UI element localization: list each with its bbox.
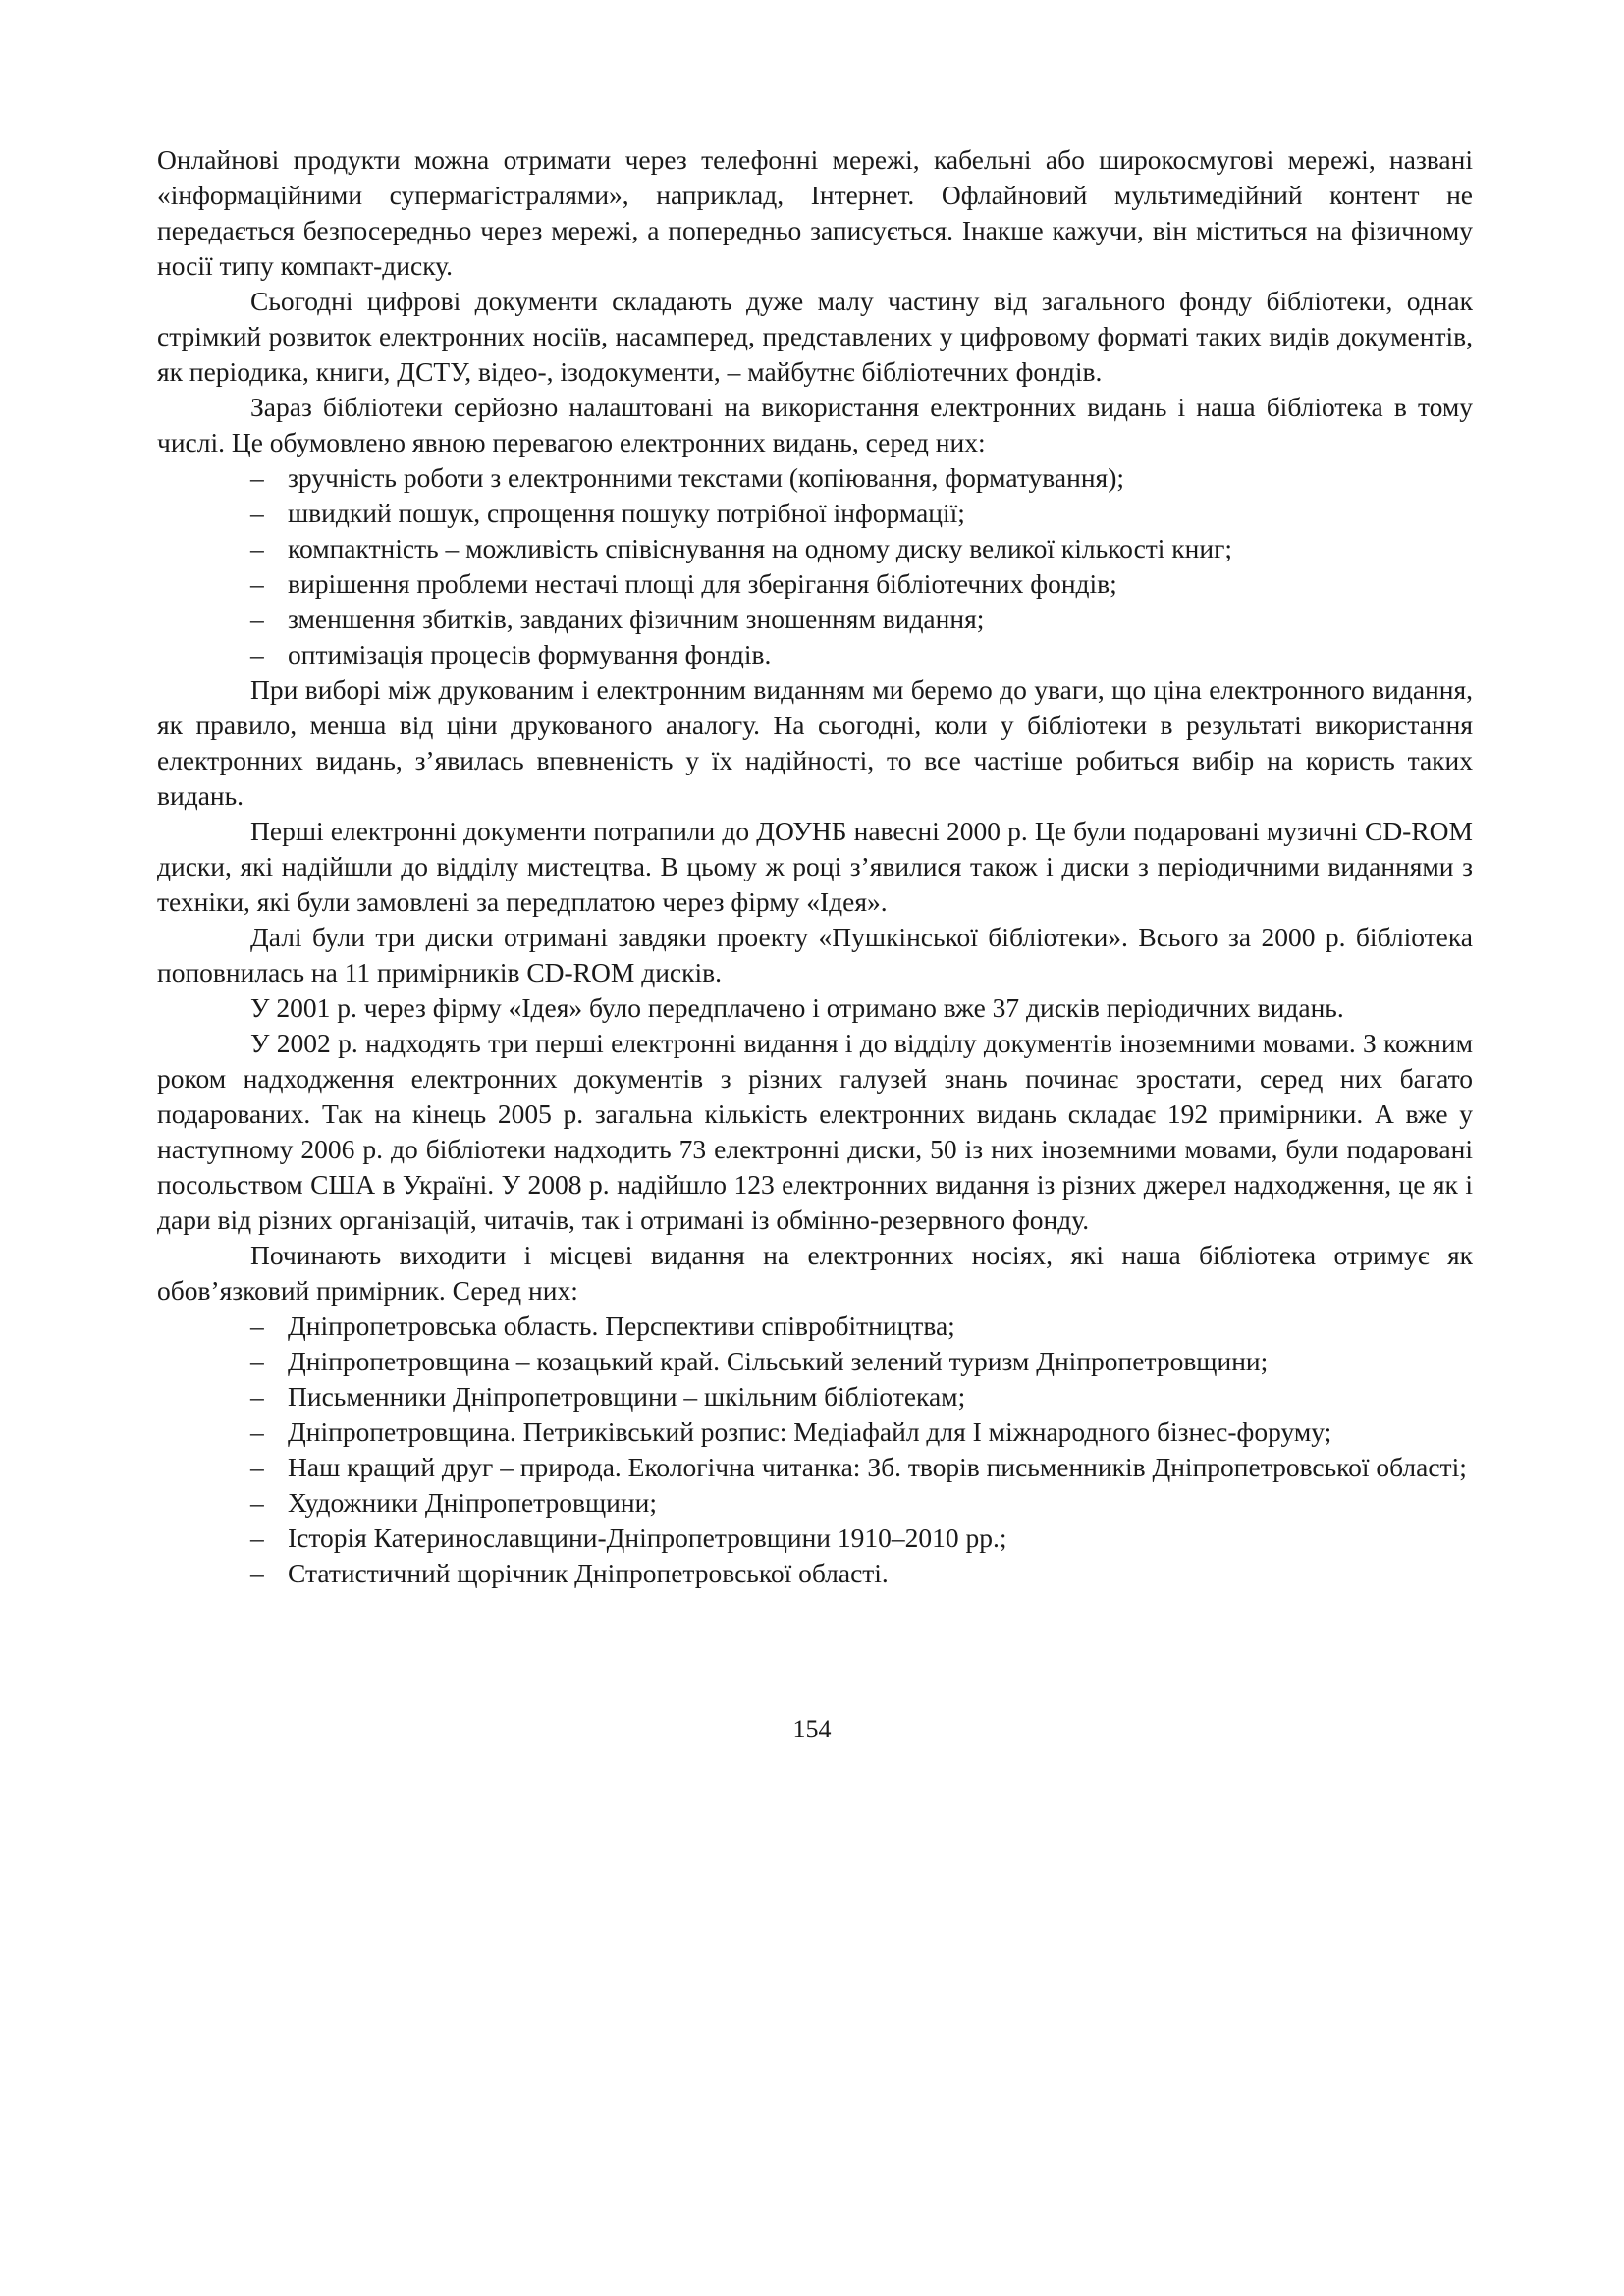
dash-marker: – (250, 533, 264, 563)
dash-marker: – (250, 1452, 264, 1482)
list-item: – зменшення збитків, завданих фізичним зношенням видання; (157, 602, 1473, 637)
list-item: – оптимізація процесів формування фондів. (157, 637, 1473, 672)
dash-marker: – (250, 1522, 264, 1553)
list-item: – Художники Дніпропетровщини; (157, 1485, 1473, 1521)
dash-marker: – (250, 462, 264, 493)
paragraph-electronic-advantages: Зараз бібліотеки серйозно налаштовані на використання електронних видань і наша бібліотека в тому числі. Це обумовлено явною перевагою електронних видань, серед них: (157, 392, 1473, 457)
dash-marker: – (250, 1558, 264, 1588)
dash-marker: – (250, 1310, 264, 1341)
list-item: – Статистичний щорічник Дніпропетровської області. (157, 1556, 1473, 1591)
dash-marker: – (250, 1381, 264, 1412)
list-item: – Дніпропетровська область. Перспективи співробітництва; (157, 1308, 1473, 1344)
paragraph-2001: У 2001 р. через фірму «Ідея» було передплачено і отримано вже 37 дисків періодичних видань. (250, 992, 1344, 1023)
list-item: – Дніпропетровщина – козацький край. Сільський зелений туризм Дніпропетровщини; (157, 1344, 1473, 1379)
dash-marker: – (250, 568, 264, 599)
list-item: – вирішення проблеми нестачі площі для зберігання бібліотечних фондів; (157, 566, 1473, 602)
document-page (157, 142, 1473, 1591)
dash-marker: – (250, 1487, 264, 1518)
list-item: – Дніпропетровщина. Петриківський розпис: Медіафайл для I міжнародного бізнес-форуму; (157, 1415, 1473, 1450)
paragraph-2002: У 2002 р. надходять три перші електронні видання і до відділу документів іноземними мовами. З кожним роком надходження електронних документів з різних галузей знань починає зростати, серед них багато подарованих. Так на кінець 2005 р. загальна кількість електронних видань складає 192 примірники. А вже у наступному 2006 р. до бібліотеки надходить 73 електронні диски, 50 із них іноземними мовами, були подаровані посольством США в Україні. У 2008 р. надійшло 123 електронних видання із різних джерел надходження, це як і дари від різних організацій, читачів, так і отримані із обмінно-резервного фонду. (157, 1028, 1473, 1235)
list-item: – Наш кращий друг – природа. Екологічна читанка: Зб. творів письменників Дніпропетровської області; (157, 1450, 1473, 1485)
paragraph-online-products: Онлайнові продукти можна отримати через телефонні мережі, кабельні або широкосмугові мережі, названі «інформаційними супермагістралями», наприклад, Інтернет. Офлайновий мультимедійний контент не передається безпосередньо через мережі, а попередньо записується. Інакше кажучи, він міститься на фізичному носії типу компакт-диску. (157, 144, 1473, 281)
paragraph-first-documents: Перші електронні документи потрапили до ДОУНБ навесні 2000 р. Це були подаровані музичні CD-ROM диски, які надійшли до відділу мистецтва. В цьому ж році з’явилися також і диски з періодичними виданнями з техніки, які були замовлені за передплатою через фірму «Ідея». (157, 816, 1473, 917)
list-item: – зручність роботи з електронними текстами (копіювання, форматування); (157, 460, 1473, 496)
dash-marker: – (250, 1346, 264, 1376)
dash-marker: – (250, 604, 264, 634)
local-editions-list (157, 1308, 1473, 1591)
advantages-list (157, 460, 1473, 672)
paragraph-pushkin-library: Далі були три диски отримані завдяки проекту «Пушкінської бібліотеки». Всього за 2000 р. бібліотека поповнилась на 11 примірників CD-ROM дисків. (157, 922, 1473, 988)
paragraph-print-vs-electronic: При виборі між друкованим і електронним виданням ми беремо до уваги, що ціна електронного видання, як правило, менша від ціни друкованого аналогу. На сьогодні, коли у бібліотеки в результаті використання електронних видань, з’явилась впевненість у їх надійності, то все частіше робиться вибір на користь таких видань. (157, 674, 1473, 811)
list-item: – Історія Катеринославщини-Дніпропетровщини 1910–2010 рр.; (157, 1521, 1473, 1556)
page-number: 154 (792, 1715, 832, 1743)
list-item: – Письменники Дніпропетровщини – шкільним бібліотекам; (157, 1379, 1473, 1415)
list-item: – швидкий пошук, спрощення пошуку потрібної інформації; (157, 496, 1473, 531)
dash-marker: – (250, 498, 264, 528)
list-item: – компактність – можливість співіснування на одному диску великої кількості книг; (157, 531, 1473, 566)
dash-marker: – (250, 639, 264, 669)
dash-marker: – (250, 1416, 264, 1447)
paragraph-local-editions: Починають виходити і місцеві видання на електронних носіях, які наша бібліотека отримує як обов’язковий примірник. Серед них: (157, 1240, 1473, 1306)
paragraph-digital-documents: Сьогодні цифрові документи складають дуже малу частину від загального фонду бібліотеки, однак стрімкий розвиток електронних носіїв, насамперед, представлених у цифровому форматі таких видів документів, як періодика, книги, ДСТУ, відео-, ізодокументи, – майбутнє бібліотечних фондів. (157, 286, 1473, 387)
